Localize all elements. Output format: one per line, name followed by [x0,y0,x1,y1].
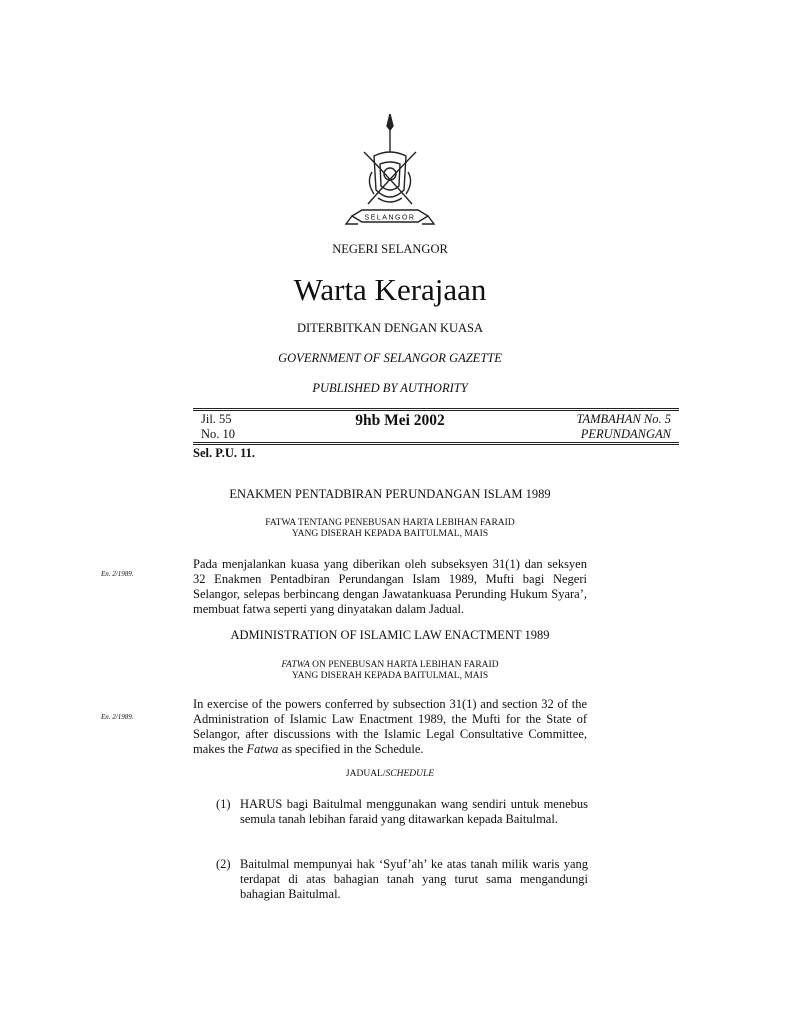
margin-note-en: En. 2/1989. [101,713,134,721]
fatwa-subtitle-en-line2: YANG DISERAH KEPADA BAITULMAL, MAIS [291,671,489,681]
state-name: NEGERI SELANGOR [332,242,448,256]
masthead-title: Warta Kerajaan [293,272,487,307]
schedule-item-number: (2) [216,857,231,871]
paragraph-en-fatwa: Fatwa [246,742,279,756]
crest-banner-text: SELANGOR [364,214,416,222]
paragraph-ms: Pada menjalankan kuasa yang diberikan oleh subseksyen 31(1) dan seksyen 32 Enakmen Pentadbiran Perundangan Islam 1989, Mufti bagi Negeri Selangor, selepas berbincang dengan Jawatankuasa Perunding Hukum Syara’, membuat fatwa seperti yang dinyatakan dalam Jadual. [193,557,587,616]
schedule-item [216,797,588,827]
margin-note-ms: En. 2/1989. [101,570,134,578]
schedule-item-text: Baitulmal mempunyai hak ‘Syuf’ah’ ke atas tanah milik waris yang terdapat di atas bahagian tanah yang turut sama mengandungi bahagian Baitulmal. [240,857,588,901]
gazette-line-en: GOVERNMENT OF SELANGOR GAZETTE [278,351,502,365]
paragraph-en-before: In exercise of the powers conferred by subsection 31(1) and section 32 of the Administration of Islamic Law Enactment 1989, the Mufti for the State of Selangor, after discussions with the Islamic Legal Consultative Committee, makes the [193,697,587,756]
fatwa-subtitle-ms-line2: YANG DISERAH KEPADA BAITULMAL, MAIS [291,529,489,539]
schedule-heading-en: SCHEDULE [385,769,435,779]
enactment-title-ms: ENAKMEN PENTADBIRAN PERUNDANGAN ISLAM 1989 [229,487,551,501]
schedule-heading [190,769,590,779]
fatwa-subtitle-ms-line1: FATWA TENTANG PENEBUSAN HARTA LEBIHAN FARAID [265,518,515,528]
paragraph-en [193,697,587,757]
issue-number: No. 10 [201,427,236,441]
supplement-number: TAMBAHAN No. 5 [576,412,671,426]
fatwa-subtitle-en-line1-rest: ON PENEBUSAN HARTA LEBIHAN FARAID [309,660,499,670]
header-rule-top [193,408,679,411]
supplement-block [576,412,671,442]
fatwa-subtitle-ms [190,518,590,540]
schedule-item [216,857,588,902]
schedule-heading-ms: JADUAL/ [345,769,386,779]
fatwa-subtitle-en-line1 [190,660,590,671]
volume-number: Jil. 55 [201,412,232,426]
pu-number: Sel. P.U. 11. [193,446,256,460]
header-rule-bottom [193,442,679,445]
volume-block [201,412,235,442]
schedule-item-text: HARUS bagi Baitulmal menggunakan wang sendiri untuk menebus semula tanah lebihan faraid yang ditawarkan kepada Baitulmal. [240,797,588,826]
fatwa-subtitle-en [190,660,590,682]
enactment-title-en: ADMINISTRATION OF ISLAMIC LAW ENACTMENT 1989 [230,628,550,642]
published-line-en: PUBLISHED BY AUTHORITY [312,381,468,395]
schedule-item-number: (1) [216,797,231,811]
fatwa-word: FATWA [281,660,310,670]
issue-date: 9hb Mei 2002 [355,412,445,429]
selangor-crest-emblem [344,112,436,240]
published-line-ms: DITERBITKAN DENGAN KUASA [296,321,484,335]
paragraph-en-after: as specified in the Schedule. [278,742,424,756]
supplement-category: PERUNDANGAN [580,427,671,441]
